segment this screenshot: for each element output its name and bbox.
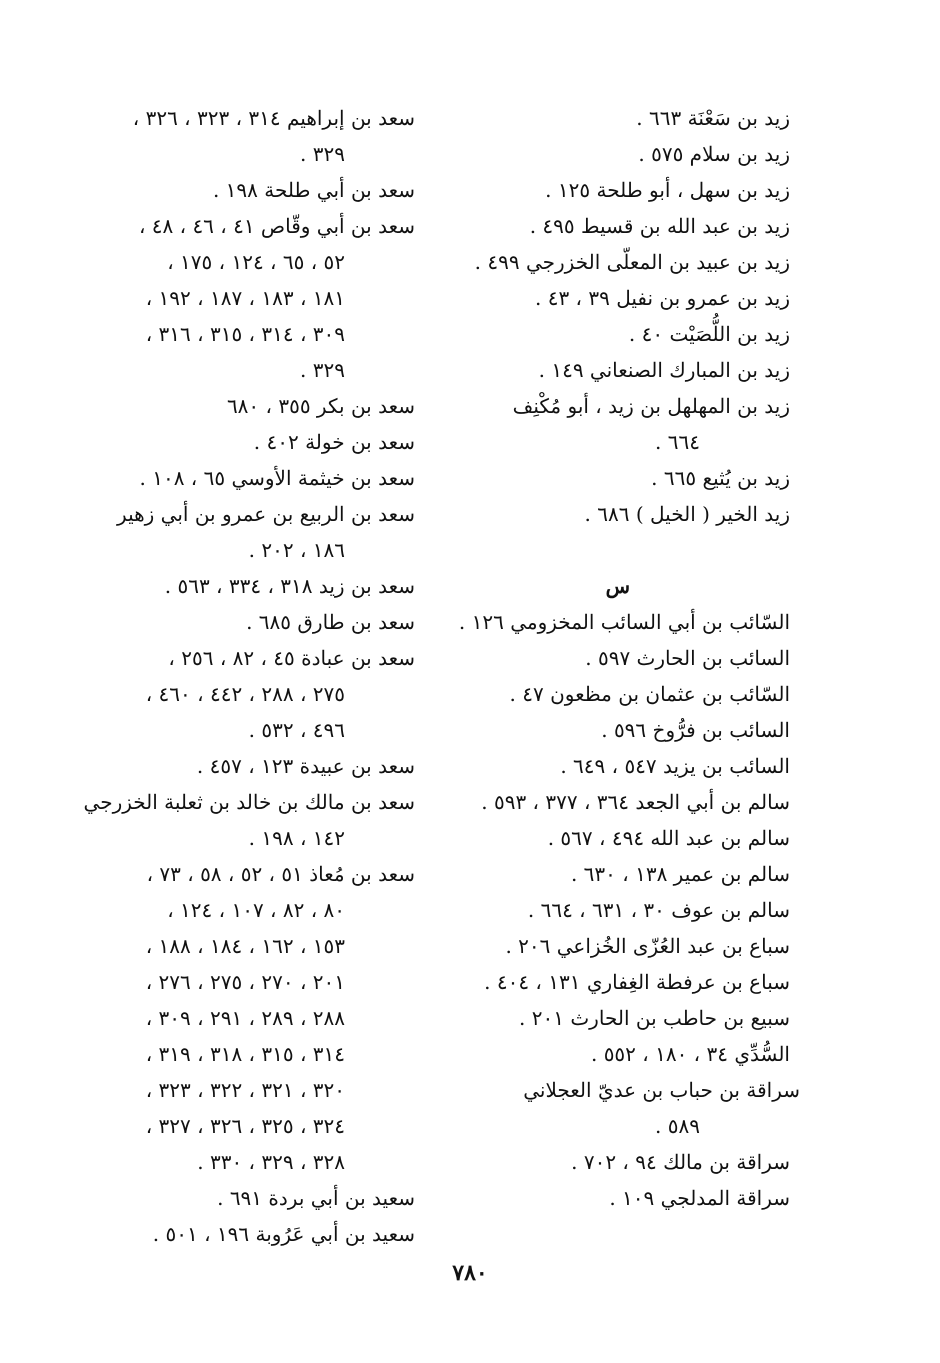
left-column — [55, 100, 415, 1252]
right-column — [430, 100, 800, 1216]
index-entry-continuation: ٨٠ ، ٨٢ ، ١٠٧ ، ١٢٤ ، — [167, 898, 345, 922]
index-entry: سالم بن أبي الجعد ٣٦٤ ، ٣٧٧ ، ٥٩٣ . — [481, 790, 790, 814]
index-entry: سراقة بن مالك ٩٤ ، ٧٠٢ . — [571, 1150, 790, 1174]
index-entry: السائب بن يزيد ٥٤٧ ، ٦٤٩ . — [560, 754, 790, 778]
page-number: ٧٨٠ — [452, 1260, 488, 1286]
index-entry: السائب بن فرُّوخ ٥٩٦ . — [601, 718, 790, 742]
index-entry-continuation: ٣٢٩ . — [300, 358, 345, 382]
index-entry: سعد بن مُعاذ ٥١ ، ٥٢ ، ٥٨ ، ٧٣ ، — [146, 862, 415, 886]
index-entry: سالم بن عبد الله ٤٩٤ ، ٥٦٧ . — [547, 826, 790, 850]
index-entry: سعد بن خيثمة الأوسي ٦٥ ، ١٠٨ . — [139, 466, 415, 490]
index-entry-continuation: ٣٢٩ . — [300, 142, 345, 166]
index-entry: زيد بن عبد الله بن قسيط ٤٩٥ . — [529, 214, 790, 238]
index-entry: سعد بن أبي وقّاص ٤١ ، ٤٦ ، ٤٨ ، — [138, 214, 415, 238]
index-entry: زيد بن سَعْنَة ٦٦٣ . — [636, 106, 790, 130]
index-entry-continuation: ١٥٣ ، ١٦٢ ، ١٨٤ ، ١٨٨ ، — [145, 934, 345, 958]
index-entry: السُّدِّي ٣٤ ، ١٨٠ ، ٥٥٢ . — [590, 1042, 790, 1066]
index-entry: سباع بن عبد العُزّى الخُزاعي ٢٠٦ . — [505, 934, 790, 958]
index-entry: سعد بن الربيع بن عمرو بن أبي زهير — [117, 502, 415, 526]
section-letter-heading: س — [605, 574, 630, 598]
index-entry: السائب بن الحارث ٥٩٧ . — [585, 646, 790, 670]
index-entry: زيد بن عبيد بن المعلّى الخزرجي ٤٩٩ . — [474, 250, 790, 274]
index-entry-continuation: ٣١٤ ، ٣١٥ ، ٣١٨ ، ٣١٩ ، — [145, 1042, 345, 1066]
index-entry: سالم بن عوف ٣٠ ، ٦٣١ ، ٦٦٤ . — [527, 898, 790, 922]
index-entry-continuation: ١٤٢ ، ١٩٨ . — [248, 826, 345, 850]
index-entry: سعد بن خولة ٤٠٢ . — [253, 430, 415, 454]
index-entry-continuation: ٢٨٨ ، ٢٨٩ ، ٢٩١ ، ٣٠٩ ، — [145, 1006, 345, 1030]
index-entry-continuation: ١٨١ ، ١٨٣ ، ١٨٧ ، ١٩٢ ، — [145, 286, 345, 310]
index-entry-continuation: ٢٠١ ، ٢٧٠ ، ٢٧٥ ، ٢٧٦ ، — [145, 970, 345, 994]
index-entry: سبيع بن حاطب بن الحارث ٢٠١ . — [519, 1006, 790, 1030]
index-entry-continuation: ٣٢٤ ، ٣٢٥ ، ٣٢٦ ، ٣٢٧ ، — [145, 1114, 345, 1138]
index-entry: زيد بن اللُّصَيْت ٤٠ . — [628, 322, 790, 346]
index-entry: سالم بن عمير ١٣٨ ، ٦٣٠ . — [570, 862, 790, 886]
blank-line — [430, 532, 790, 568]
index-entry: زيد بن سهل ، أبو طلحة ١٢٥ . — [545, 178, 790, 202]
index-entry: سباع بن عرفطة الغِفاري ١٣١ ، ٤٠٤ . — [484, 970, 790, 994]
index-entry-continuation: ٥٢ ، ٦٥ ، ١٢٤ ، ١٧٥ ، — [167, 250, 345, 274]
index-entry: زيد بن سلام ٥٧٥ . — [638, 142, 790, 166]
index-entry: زيد بن عمرو بن نفيل ٣٩ ، ٤٣ . — [534, 286, 790, 310]
index-entry-continuation: ٢٧٥ ، ٢٨٨ ، ٤٤٢ ، ٤٦٠ ، — [145, 682, 345, 706]
index-entry-continuation: ٥٨٩ . — [655, 1114, 700, 1138]
index-entry: سعد بن إبراهيم ٣١٤ ، ٣٢٣ ، ٣٢٦ ، — [132, 106, 415, 130]
index-entry: زيد بن يُثيع ٦٦٥ . — [651, 466, 790, 490]
index-entry: سعد بن طارق ٦٨٥ . — [246, 610, 415, 634]
index-entry: السّائب بن عثمان بن مظعون ٤٧ . — [509, 682, 790, 706]
index-entry: زيد بن المبارك الصنعاني ١٤٩ . — [538, 358, 790, 382]
index-entry: سعد بن زيد ٣١٨ ، ٣٣٤ ، ٥٦٣ . — [164, 574, 415, 598]
index-entry: زيد الخير ( الخيل ) ٦٨٦ . — [584, 502, 790, 526]
index-entry-continuation: ٦٦٤ . — [655, 430, 700, 454]
index-entry-continuation: ٣٢٠ ، ٣٢١ ، ٣٢٢ ، ٣٢٣ ، — [145, 1078, 345, 1102]
index-entry: سعد بن أبي طلحة ١٩٨ . — [212, 178, 415, 202]
index-entry-continuation: ٣٢٨ ، ٣٢٩ ، ٣٣٠ . — [197, 1150, 345, 1174]
index-entry: السّائب بن أبي السائب المخزومي ١٢٦ . — [458, 610, 790, 634]
index-entry: سعد بن مالك بن خالد بن ثعلبة الخزرجي — [83, 790, 415, 814]
index-entry-continuation: ٣٠٩ ، ٣١٤ ، ٣١٥ ، ٣١٦ ، — [145, 322, 345, 346]
index-entry: سعد بن بكر ٣٥٥ ، ٦٨٠ — [226, 394, 415, 418]
index-entry-continuation: ٤٩٦ ، ٥٣٢ . — [248, 718, 345, 742]
index-entry: سعد بن عبيدة ١٢٣ ، ٤٥٧ . — [196, 754, 415, 778]
index-entry: سراقة المدلجي ١٠٩ . — [609, 1186, 790, 1210]
index-entry: سعيد بن أبي بردة ٦٩١ . — [217, 1186, 415, 1210]
index-entry: سعد بن عبادة ٤٥ ، ٨٢ ، ٢٥٦ ، — [168, 646, 415, 670]
index-entry-continuation: ١٨٦ ، ٢٠٢ . — [248, 538, 345, 562]
index-entry: سعيد بن أبي عَرُوبة ١٩٦ ، ٥٠١ . — [152, 1222, 415, 1246]
index-entry: سراقة بن حباب بن عديّ العجلاني — [523, 1078, 800, 1102]
index-entry: زيد بن المهلهل بن زيد ، أبو مُكْنِف — [512, 394, 790, 418]
